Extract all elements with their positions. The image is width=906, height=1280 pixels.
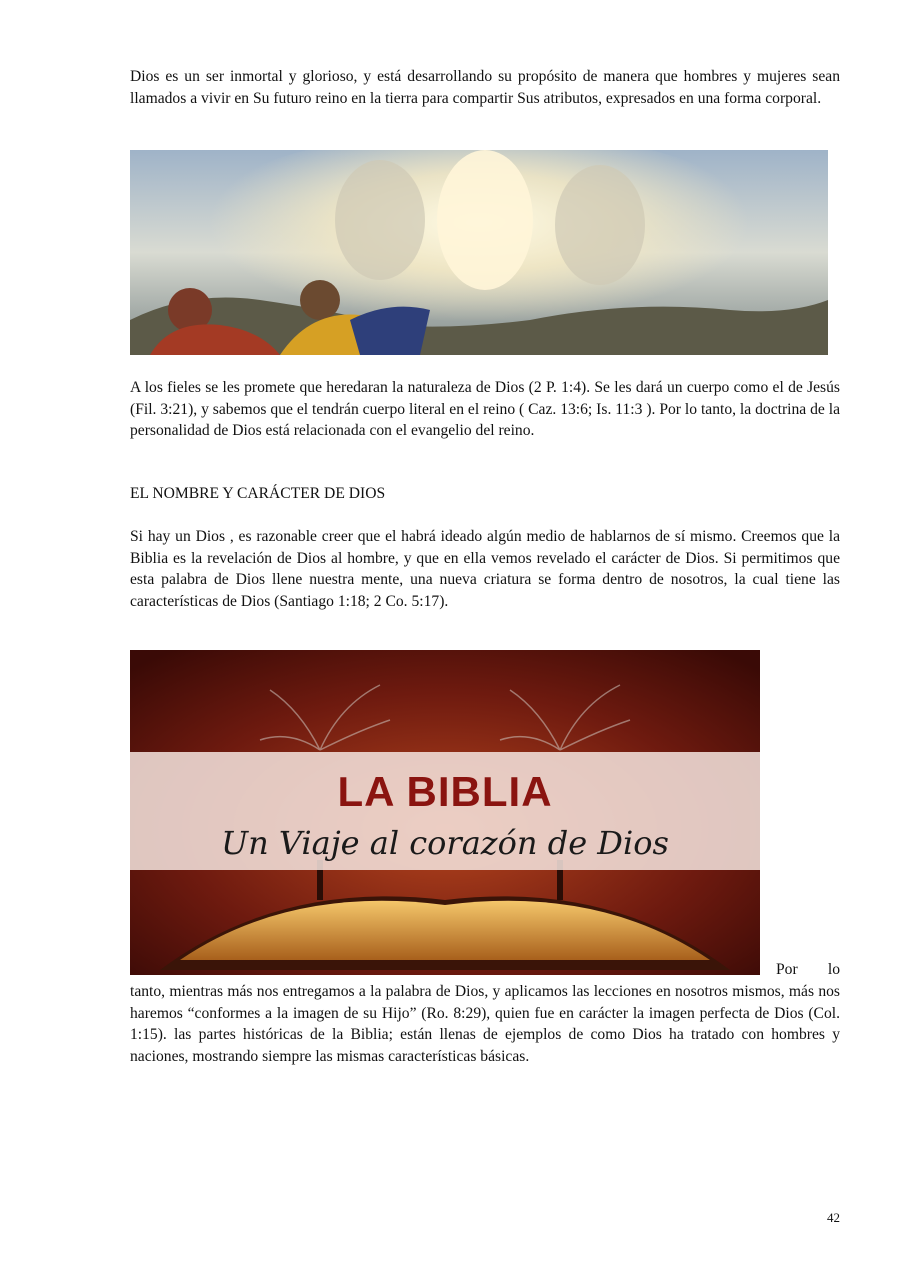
word-por: Por xyxy=(776,961,798,978)
painting-illustration xyxy=(130,150,828,355)
banner-title: LA BIBLIA xyxy=(337,768,553,815)
transfiguration-painting xyxy=(130,150,828,355)
paragraph-conclusion: tanto, mientras más nos entregamos a la palabra de Dios, y aplicamos las lecciones en nosotros mismos, más nos haremos “conformes a la imagen de su Hijo” (Ro. 8:29), quien fue en carácter la imagen perfecta de Dios (Col. 1:15). las partes históricas de la Biblia; están llenas de ejemplos de como Dios ha tratado con hombres y naciones, mostrando siempre las mismas características básicas. xyxy=(130,983,840,1065)
paragraph-revelation: Si hay un Dios , es razonable creer que el habrá ideado algún medio de hablarnos de sí mismo. Creemos que la Biblia es la revelación de Dios al hombre, y que en ella vemos revelado el carácter de Dios. Si permitimos que esta palabra de Dios llene nuestra mente, una nueva criatura se forma dentro de nosotros, la cual tiene las características de Dios (Santiago 1:18; 2 Co. 5:17). xyxy=(130,528,840,610)
inline-text-por-lo xyxy=(776,959,840,981)
page-number: 42 xyxy=(827,1210,840,1225)
section-heading: EL NOMBRE Y CARÁCTER DE DIOS xyxy=(130,485,386,502)
paragraph-intro: Dios es un ser inmortal y glorioso, y está desarrollando su propósito de manera que hombres y mujeres sean llamados a vivir en Su futuro reino en la tierra para compartir Sus atributos, expresados en una forma corporal. xyxy=(130,68,840,107)
banner-subtitle: Un Viaje al corazón de Dios xyxy=(221,824,669,862)
paragraph-promise: A los fieles se les promete que heredaran la naturaleza de Dios (2 P. 1:4). Se les dará un cuerpo como el de Jesús (Fil. 3:21), y sabemos que el tendrán cuerpo literal en el reino ( Caz. 13:6; Is. 11:3 ). Por lo tanto, la doctrina de la personalidad de Dios está relacionada con el evangelio del reino. xyxy=(130,379,840,439)
word-lo: lo xyxy=(827,961,840,978)
bible-banner-image xyxy=(130,650,760,975)
